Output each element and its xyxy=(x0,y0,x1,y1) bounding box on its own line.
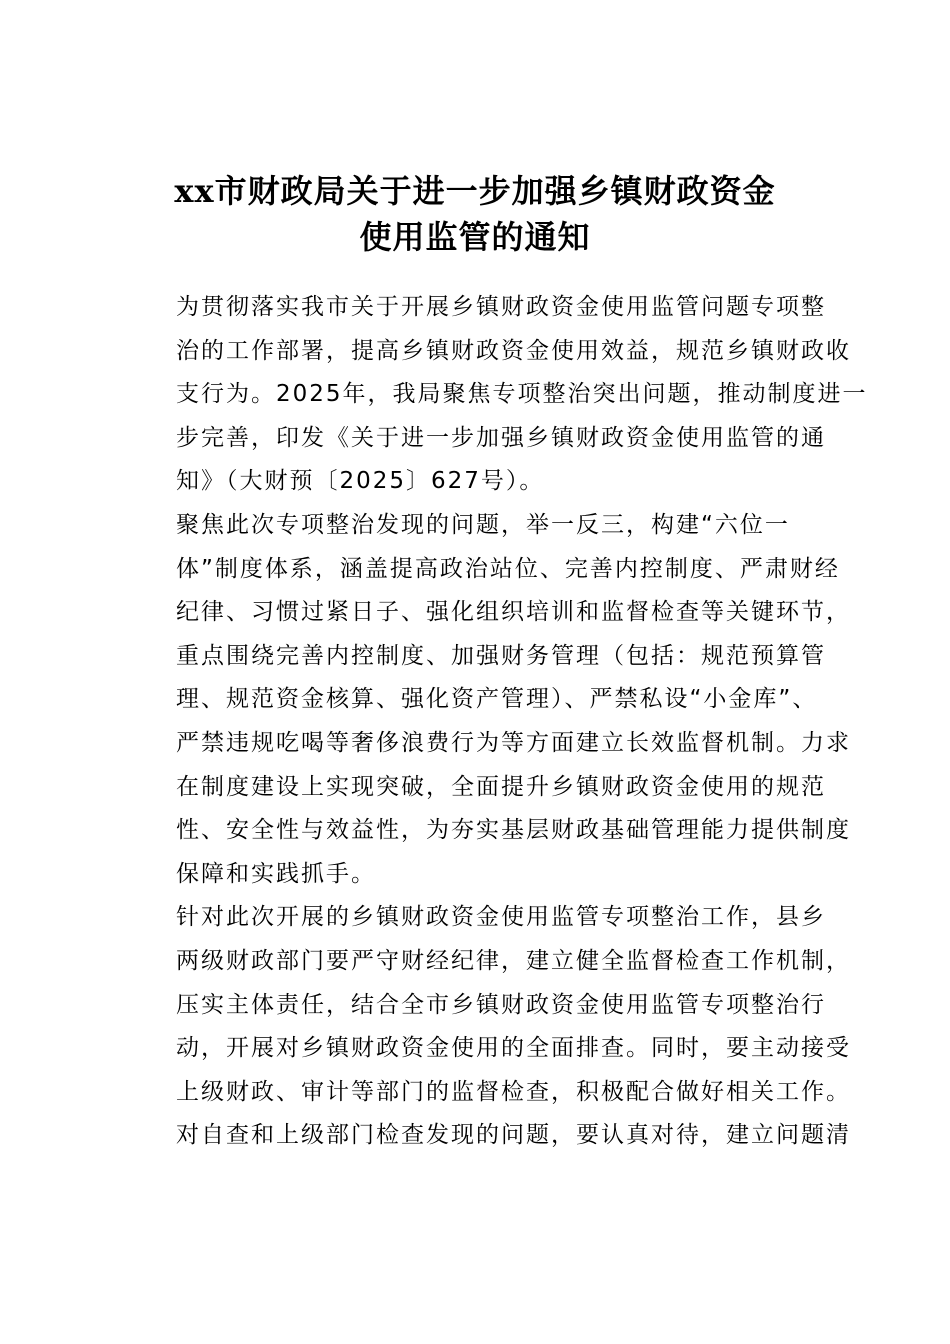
text-line: 动，开展对乡镇财政资金使用的全面排查。同时，要主动接受 xyxy=(176,1035,851,1062)
paragraph-1 xyxy=(130,286,868,504)
title-line-1: xx市财政局关于进一步加强乡镇财政资金 xyxy=(174,172,776,210)
text-line: 保障和实践抓手。 xyxy=(176,860,376,887)
title-line-2: 使用监管的通知 xyxy=(359,218,591,256)
text-line: 压实主体责任，结合全市乡镇财政资金使用监管专项整治行 xyxy=(176,991,826,1018)
text-line: 知》（大财预〔2025〕627号）。 xyxy=(176,468,545,495)
text-line: 体”制度体系，涵盖提高政治站位、完善内控制度、严肃财经 xyxy=(176,555,840,582)
document-title xyxy=(120,168,830,260)
text-line: 严禁违规吃喝等奢侈浪费行为等方面建立长效监督机制。力求 xyxy=(176,729,851,756)
document-body xyxy=(130,286,868,1158)
text-line: 纪律、习惯过紧日子、强化组织培训和监督检查等关键环节， xyxy=(176,599,851,626)
text-line: 针对此次开展的乡镇财政资金使用监管专项整治工作，县乡 xyxy=(176,904,826,931)
text-line: 两级财政部门要严守财经纪律，建立健全监督检查工作机制， xyxy=(176,947,851,974)
paragraph-2 xyxy=(130,504,851,896)
text-line: 对自查和上级部门检查发现的问题，要认真对待，建立问题清 xyxy=(176,1122,851,1149)
text-line: 重点围绕完善内控制度、加强财务管理（包括：规范预算管 xyxy=(176,642,826,669)
text-line: 治的工作部署，提高乡镇财政资金使用效益，规范乡镇财政收 xyxy=(176,337,851,364)
paragraph-3 xyxy=(130,896,851,1158)
text-line: 聚焦此次专项整治发现的问题，举一反三，构建“六位一 xyxy=(176,511,790,538)
text-line: 在制度建设上实现突破，全面提升乡镇财政资金使用的规范 xyxy=(176,773,826,800)
text-line: 上级财政、审计等部门的监督检查，积极配合做好相关工作。 xyxy=(176,1078,851,1105)
text-line: 步完善，印发《关于进一步加强乡镇财政资金使用监管的通 xyxy=(176,424,826,451)
text-line: 理、规范资金核算、强化资产管理）、严禁私设“小金库”、 xyxy=(176,686,818,713)
text-line: 支行为。2025年，我局聚焦专项整治突出问题，推动制度进一 xyxy=(176,381,868,408)
text-line: 为贯彻落实我市关于开展乡镇财政资金使用监管问题专项整 xyxy=(176,294,826,320)
text-line: 性、安全性与效益性，为夯实基层财政基础管理能力提供制度 xyxy=(176,817,851,844)
